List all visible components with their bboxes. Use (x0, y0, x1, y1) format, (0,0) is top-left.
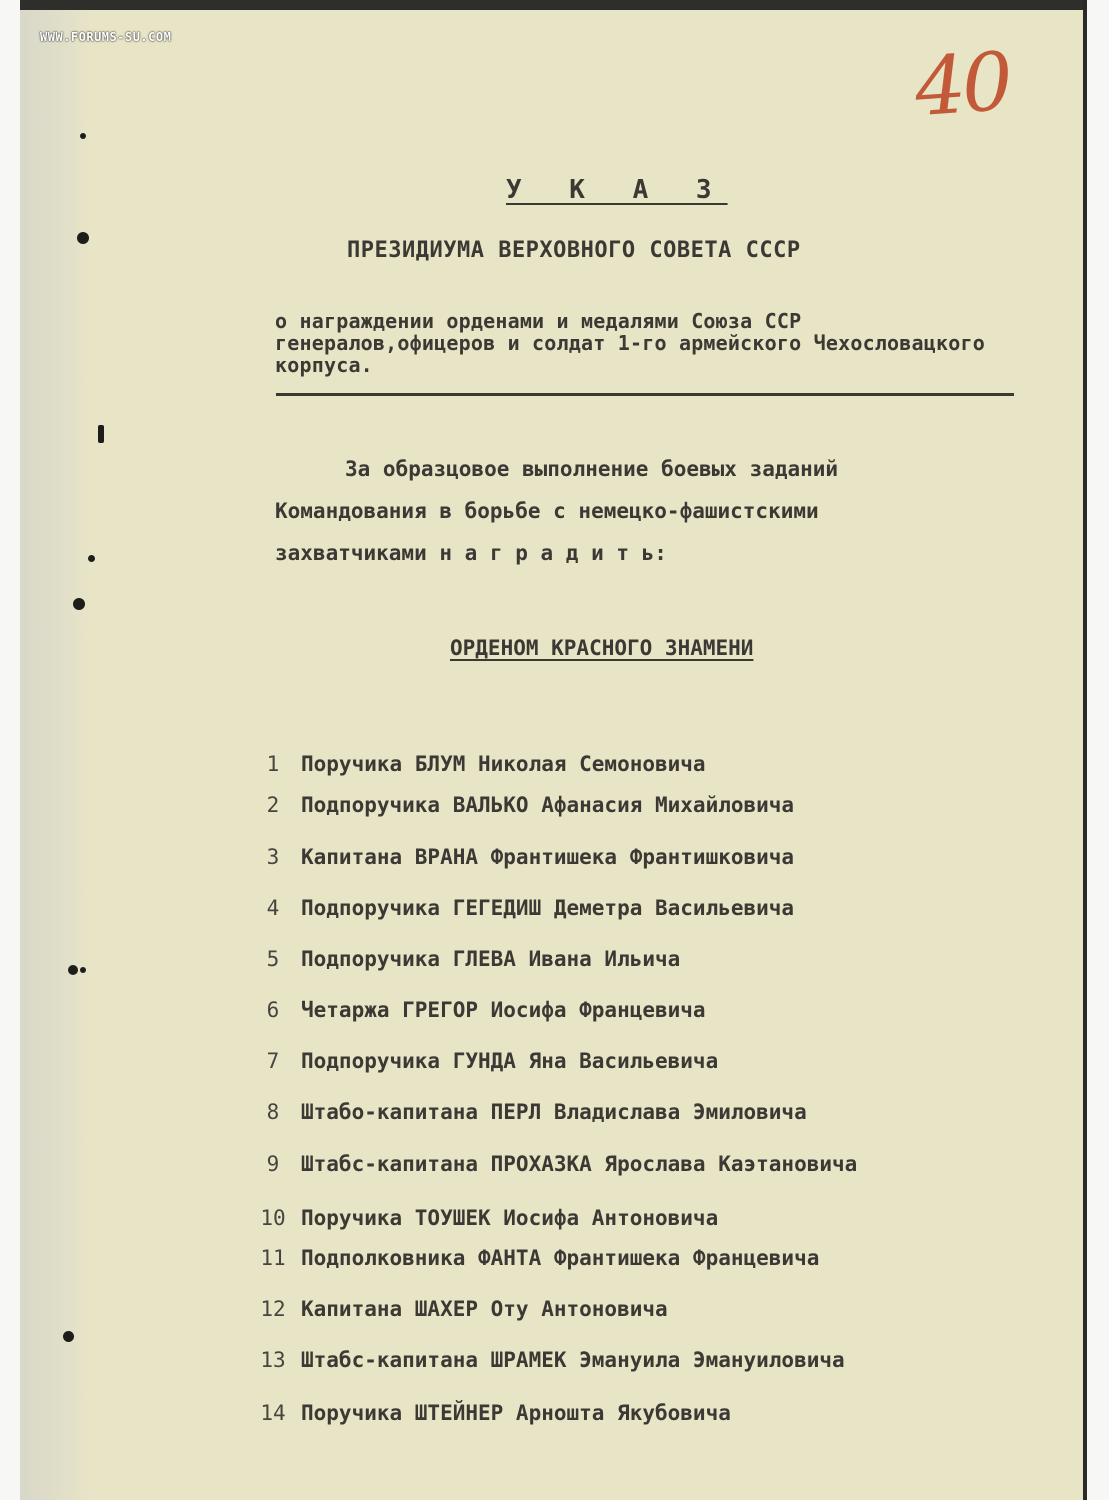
item-number: 4 (266, 896, 280, 920)
decree-preamble: За образцовое выполнение боевых заданий Командования в борьбе с немецко-фашистскими захватчиками н а г р а д и т ь: (275, 457, 839, 565)
list-item (245, 947, 680, 971)
item-text: Капитана ВРАНА Франтишека Франтишковича (301, 845, 795, 869)
list-item (245, 896, 794, 920)
item-text: Штабс-капитана ПРОХАЗКА Ярослава Каэтановича (301, 1152, 858, 1176)
item-number: 14 (260, 1401, 286, 1425)
list-item (245, 1401, 731, 1425)
item-number: 11 (260, 1246, 286, 1270)
item-text: Штабо-капитана ПЕРЛ Владислава Эмиловича (301, 1100, 807, 1124)
item-text: Подпоручика ГЛЕВА Ивана Ильича (301, 947, 681, 971)
list-item (245, 1206, 718, 1230)
item-text: Подпоручика ВАЛЬКО Афанасия Михайловича (301, 793, 795, 817)
item-text: Поручика ТОУШЕК Иосифа Антоновича (301, 1206, 719, 1230)
list-item (245, 1246, 819, 1270)
section-heading: ОРДЕНОМ КРАСНОГО ЗНАМЕНИ (450, 636, 754, 660)
item-number: 6 (266, 998, 280, 1022)
item-text: Подполковника ФАНТА Франтишека Францевича (301, 1246, 820, 1270)
item-number: 3 (266, 845, 280, 869)
decree-title: У К А З (506, 175, 728, 205)
document-page (20, 0, 1083, 1500)
list-item (245, 752, 706, 776)
item-text: Поручика ШТЕЙНЕР Арношта Якубовича (301, 1401, 731, 1425)
handwritten-page-number: 40 (911, 34, 1012, 135)
item-text: Штабс-капитана ШРАМЕК Эмануила Эмануиловича (301, 1348, 845, 1372)
list-item (245, 1100, 807, 1124)
item-text: Поручика БЛУМ Николая Семоновича (301, 752, 706, 776)
scan-border-right (1083, 0, 1087, 1500)
item-number: 10 (260, 1206, 286, 1230)
item-number: 13 (260, 1348, 286, 1372)
item-text: Подпоручика ГЕГЕДИШ Деметра Васильевича (301, 896, 795, 920)
item-text: Капитана ШАХЕР Оту Антоновича (301, 1297, 668, 1321)
item-text: Четаржа ГРЕГОР Иосифа Францевича (301, 998, 706, 1022)
awardee-list (20, 0, 1083, 1500)
list-item (245, 793, 794, 817)
item-number: 2 (266, 793, 280, 817)
decree-issuer: ПРЕЗИДИУМА ВЕРХОВНОГО СОВЕТА СССР (347, 238, 801, 263)
list-item (245, 845, 794, 869)
decree-subject: о награждении орденами и медалями Союза ССР генералов,офицеров и солдат 1-го армейского Чехословацкого корпуса. (275, 309, 985, 377)
item-number: 12 (260, 1297, 286, 1321)
list-item (245, 1049, 718, 1073)
item-number: 5 (266, 947, 280, 971)
item-number: 7 (266, 1049, 280, 1073)
list-item (245, 1152, 857, 1176)
item-number: 9 (266, 1152, 280, 1176)
scan-margin-left (0, 0, 20, 1500)
list-item (245, 1348, 845, 1372)
list-item (245, 1297, 668, 1321)
item-number: 8 (266, 1100, 280, 1124)
item-number: 1 (266, 752, 280, 776)
item-text: Подпоручика ГУНДА Яна Васильевича (301, 1049, 719, 1073)
list-item (245, 998, 706, 1022)
site-watermark: WWW.FORUMS-SU.COM (40, 30, 172, 44)
